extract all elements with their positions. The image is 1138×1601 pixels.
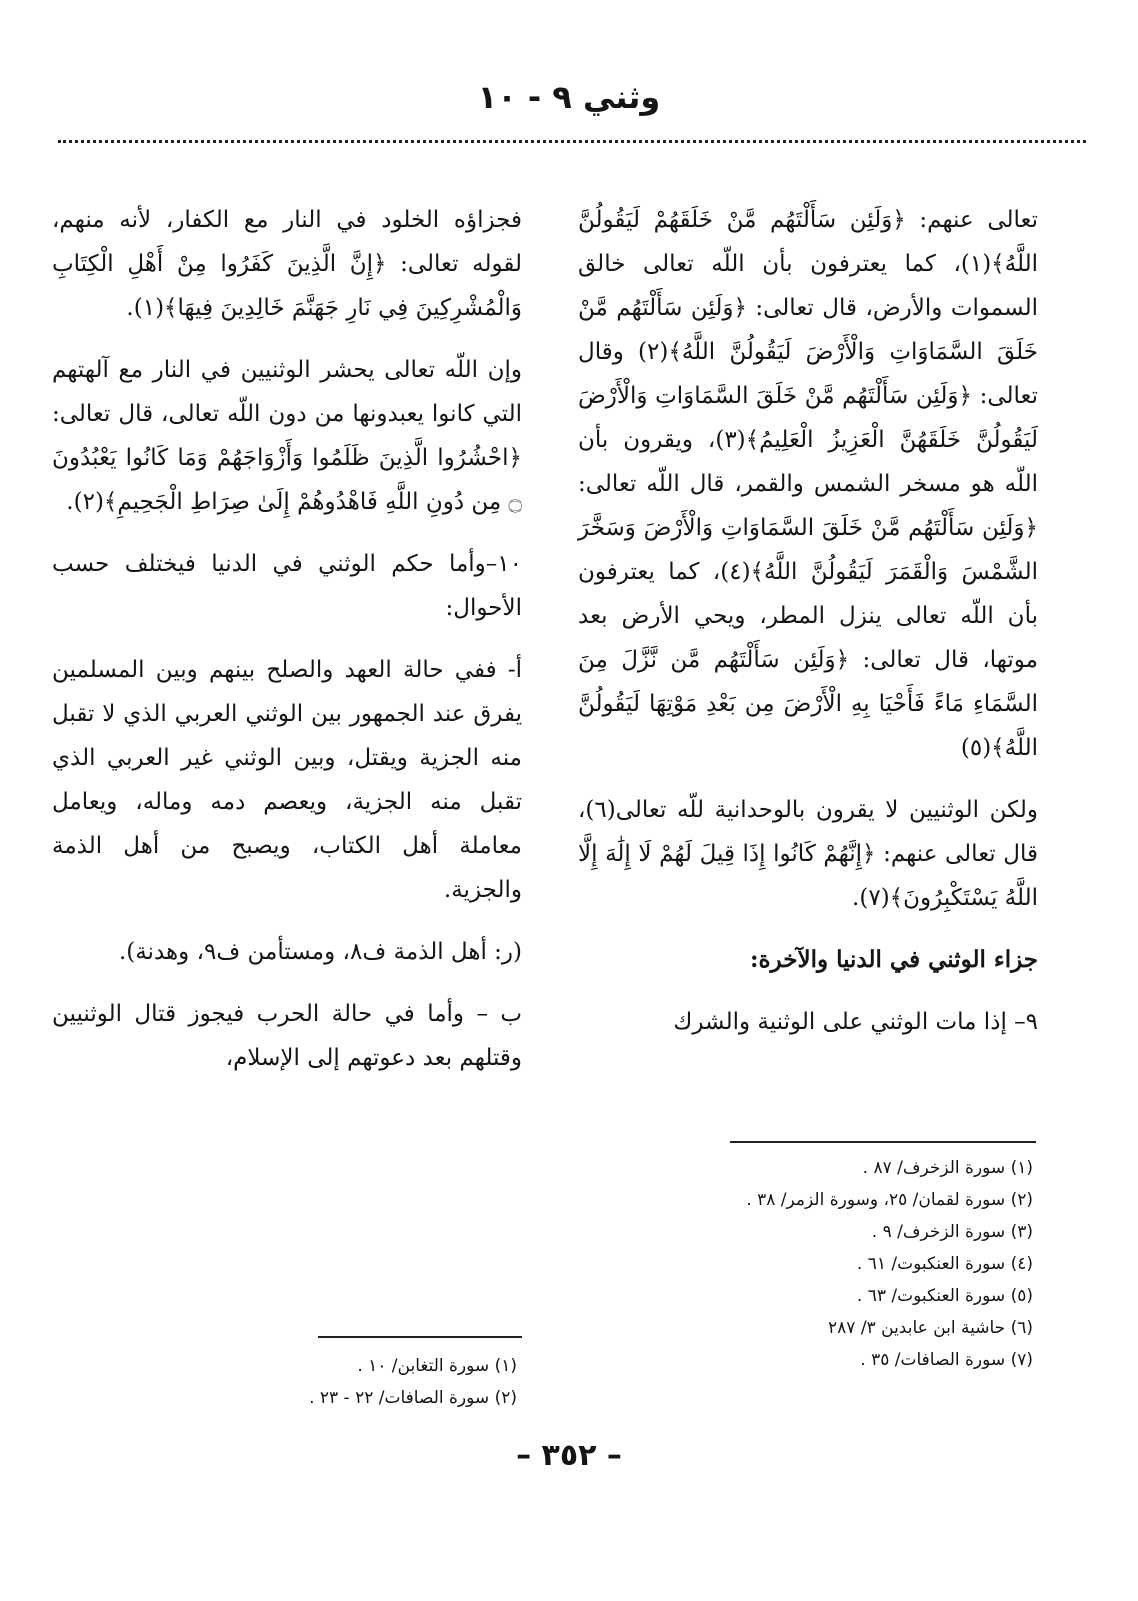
footnote-item: (٢) سورة الصافات/ ٢٢ - ٢٣ . xyxy=(309,1388,517,1408)
right-column xyxy=(578,198,1038,1062)
footnotes-right xyxy=(578,1152,1033,1376)
left-paragraph-2: وإن اللّه تعالى يحشر الوثنيين في النار مع آلهتهم التي كانوا يعبدونها من دون اللّه تعالى، قال تعالى: ﴿احْشُرُوا الَّذِينَ ظَلَمُوا وَأَزْوَاجَهُمْ وَمَا كَانُوا يَعْبُدُونَ ۝ مِن دُونِ اللَّهِ فَاهْدُوهُمْ إِلَىٰ صِرَاطِ الْجَحِيمِ﴾(٢). xyxy=(52,357,522,515)
page-number: – ٣٥٢ – xyxy=(516,1438,622,1473)
page-header xyxy=(0,78,1138,138)
footnote-item: (٧) سورة الصافات/ ٣٥ . xyxy=(860,1350,1033,1370)
left-paragraph-6: ب – وأما في حالة الحرب فيجوز قتال الوثنيين وقتلهم بعد دعوتهم إلى الإسلام، xyxy=(52,1001,522,1071)
footnote-item: (٦) حاشية ابن عابدين ٣/ ٢٨٧ xyxy=(828,1318,1033,1338)
right-paragraph-2: ولكن الوثنيين لا يقرون بالوحدانية للّه تعالى(٦)، قال تعالى عنهم: ﴿إِنَّهُمْ كَانُوا إِذَا قِيلَ لَهُمْ لَا إِلَٰهَ إِلَّا اللَّهُ يَسْتَكْبِرُونَ﴾(٧). xyxy=(578,797,1038,911)
left-paragraph-4: أ- ففي حالة العهد والصلح بينهم وبين المسلمين يفرق عند الجمهور بين الوثني العربي الذي لا تقبل منه الجزية ويقتل، وبين الوثني غير العربي الذي تقبل منه الجزية، ويعصم دمه وماله، ويعامل معاملة أهل الكتاب، ويصبح من أهل الذمة والجزية. xyxy=(52,657,522,903)
page-title: وثني ٩ - ١٠ xyxy=(477,78,661,116)
footnote-divider-left xyxy=(318,1336,522,1338)
section-heading: جزاء الوثني في الدنيا والآخرة: xyxy=(750,946,1038,973)
footnote-item: (٢) سورة لقمان/ ٢٥، وسورة الزمر/ ٣٨ . xyxy=(746,1190,1033,1210)
footnote-item: (٥) سورة العنكبوت/ ٦٣ . xyxy=(856,1286,1033,1306)
left-paragraph-1: فجزاؤه الخلود في النار مع الكفار، لأنه منهم، لقوله تعالى: ﴿إِنَّ الَّذِينَ كَفَرُوا مِنْ أَهْلِ الْكِتَابِ وَالْمُشْرِكِينَ فِي نَارِ جَهَنَّمَ خَالِدِينَ فِيهَا﴾(١). xyxy=(52,207,522,321)
footnote-divider-right xyxy=(730,1141,1036,1143)
footnotes-left xyxy=(52,1350,517,1414)
footnote-item: (١) سورة الزخرف/ ٨٧ . xyxy=(862,1158,1033,1178)
left-column xyxy=(52,198,522,1098)
header-dotted-rule xyxy=(58,140,1086,143)
right-paragraph-1: تعالى عنهم: ﴿وَلَئِن سَأَلْتَهُم مَّنْ خَلَقَهُمْ لَيَقُولُنَّ اللَّهُ﴾(١)، كما يعترفون بأن اللّه تعالى خالق السموات والأرض، قال تعالى: ﴿وَلَئِن سَأَلْتَهُم مَّنْ خَلَقَ السَّمَاوَاتِ وَالْأَرْضَ لَيَقُولُنَّ اللَّهُ﴾(٢) وقال تعالى: ﴿وَلَئِن سَأَلْتَهُم مَّنْ خَلَقَ السَّمَاوَاتِ وَالْأَرْضَ لَيَقُولُنَّ خَلَقَهُنَّ الْعَزِيزُ الْعَلِيمُ﴾(٣)، ويقرون بأن اللّه هو مسخر الشمس والقمر، قال اللّه تعالى: ﴿وَلَئِن سَأَلْتَهُم مَّنْ خَلَقَ السَّمَاوَاتِ وَالْأَرْضَ وَسَخَّرَ الشَّمْسَ وَالْقَمَرَ لَيَقُولُنَّ اللَّهُ﴾(٤)، كما يعترفون بأن اللّه تعالى ينزل المطر، ويحي الأرض بعد موتها، قال تعالى: ﴿وَلَئِن سَأَلْتَهُم مَّن نَّزَّلَ مِنَ السَّمَاءِ مَاءً فَأَحْيَا بِهِ الْأَرْضَ مِن بَعْدِ مَوْتِهَا لَيَقُولُنَّ اللَّهُ﴾(٥) xyxy=(578,207,1039,761)
left-paragraph-3: ١٠–وأما حكم الوثني في الدنيا فيختلف حسب الأحوال: xyxy=(52,551,522,621)
right-paragraph-3: ٩– إذا مات الوثني على الوثنية والشرك xyxy=(673,1009,1038,1035)
footnote-item: (١) سورة التغابن/ ١٠ . xyxy=(357,1356,517,1376)
left-paragraph-5: (ر: أهل الذمة ف٨، ومستأمن ف٩، وهدنة). xyxy=(118,939,522,965)
footnote-item: (٣) سورة الزخرف/ ٩ . xyxy=(871,1222,1033,1242)
footnote-item: (٤) سورة العنكبوت/ ٦١ . xyxy=(856,1254,1033,1274)
